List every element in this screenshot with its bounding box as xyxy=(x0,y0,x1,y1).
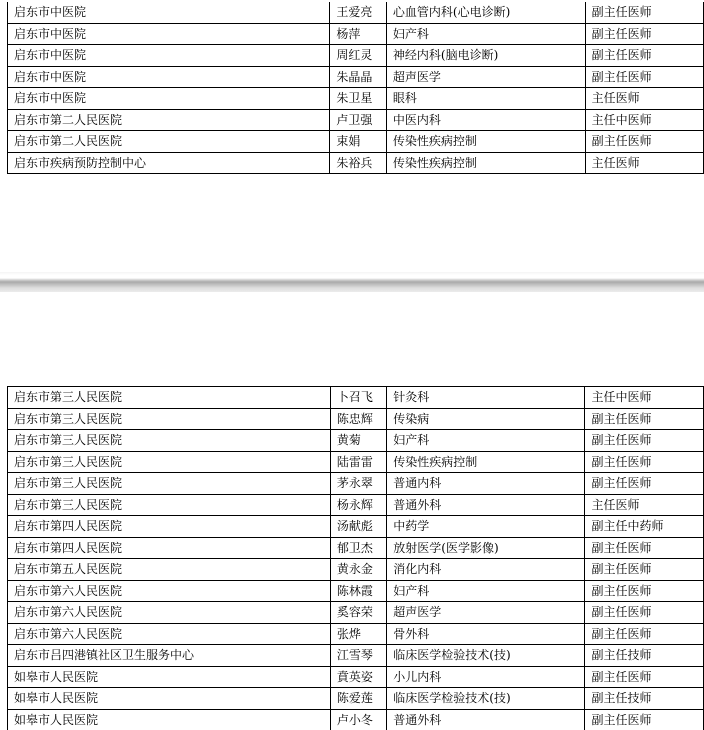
title-cell: 主任中医师 xyxy=(585,109,703,131)
title-cell: 副主任技师 xyxy=(585,645,704,667)
department-cell: 神经内科(脑电诊断) xyxy=(386,45,585,67)
department-cell: 小儿内科 xyxy=(387,666,585,688)
table-row xyxy=(8,688,704,710)
name-cell: 朱卫星 xyxy=(330,88,387,110)
table-row xyxy=(8,2,704,23)
table-row xyxy=(8,602,704,624)
department-cell: 妇产科 xyxy=(386,23,585,45)
roster-table-body xyxy=(8,387,704,730)
page-break-divider xyxy=(0,272,704,292)
department-cell: 普通外科 xyxy=(387,494,585,516)
name-cell: 陈忠辉 xyxy=(330,408,386,430)
department-cell: 传染性疾病控制 xyxy=(386,152,585,174)
hospital-cell: 启东市第二人民医院 xyxy=(8,109,330,131)
title-cell: 副主任医师 xyxy=(585,602,704,624)
table-row xyxy=(8,494,704,516)
name-cell: 賁英姿 xyxy=(330,666,386,688)
table-row xyxy=(8,23,704,45)
department-cell: 消化内科 xyxy=(387,559,585,581)
name-cell: 朱晶晶 xyxy=(330,66,387,88)
name-cell: 茅永翠 xyxy=(330,473,386,495)
department-cell: 中药学 xyxy=(387,516,585,538)
table-row xyxy=(8,45,704,67)
name-cell: 周红灵 xyxy=(330,45,387,67)
title-cell: 副主任医师 xyxy=(585,45,703,67)
table-row xyxy=(8,666,704,688)
department-cell: 临床医学检验技术(技) xyxy=(387,645,585,667)
title-cell: 副主任医师 xyxy=(585,559,704,581)
department-cell: 传染性疾病控制 xyxy=(387,451,585,473)
table-row xyxy=(8,88,704,110)
table-row xyxy=(8,430,704,452)
title-cell: 副主任医师 xyxy=(585,430,704,452)
name-cell: 黄菊 xyxy=(330,430,386,452)
title-cell: 主任中医师 xyxy=(585,387,704,409)
table-row xyxy=(8,645,704,667)
name-cell: 陈爱莲 xyxy=(330,688,386,710)
name-cell: 汤献彪 xyxy=(330,516,386,538)
department-cell: 超声医学 xyxy=(387,602,585,624)
hospital-cell: 启东市第三人民医院 xyxy=(8,430,331,452)
hospital-cell: 启东市疾病预防控制中心 xyxy=(8,152,330,174)
table-row xyxy=(8,451,704,473)
table-row xyxy=(8,387,704,409)
roster-table-body xyxy=(8,2,704,174)
title-cell: 副主任医师 xyxy=(585,451,704,473)
table-row xyxy=(8,109,704,131)
hospital-cell: 启东市第三人民医院 xyxy=(8,473,331,495)
hospital-cell: 启东市第四人民医院 xyxy=(8,516,331,538)
table-row xyxy=(8,152,704,174)
title-cell: 主任医师 xyxy=(585,88,703,110)
title-cell: 副主任医师 xyxy=(585,131,703,153)
hospital-cell: 启东市第三人民医院 xyxy=(8,494,331,516)
hospital-cell: 如皋市人民医院 xyxy=(8,688,331,710)
table-row xyxy=(8,516,704,538)
hospital-cell: 启东市第三人民医院 xyxy=(8,408,331,430)
title-cell: 主任医师 xyxy=(585,152,703,174)
hospital-cell: 启东市第六人民医院 xyxy=(8,602,331,624)
name-cell: 朱裕兵 xyxy=(330,152,387,174)
hospital-cell: 启东市中医院 xyxy=(8,45,330,67)
title-cell: 副主任医师 xyxy=(585,623,704,645)
department-cell: 妇产科 xyxy=(387,580,585,602)
title-cell: 副主任医师 xyxy=(585,709,704,730)
name-cell: 黄永金 xyxy=(330,559,386,581)
title-cell: 副主任医师 xyxy=(585,666,704,688)
roster-table-page-2 xyxy=(7,386,704,730)
title-cell: 副主任医师 xyxy=(585,580,704,602)
department-cell: 普通内科 xyxy=(387,473,585,495)
department-cell: 临床医学检验技术(技) xyxy=(387,688,585,710)
hospital-cell: 如皋市人民医院 xyxy=(8,666,331,688)
title-cell: 副主任医师 xyxy=(585,2,703,23)
department-cell: 骨外科 xyxy=(387,623,585,645)
hospital-cell: 启东市第三人民医院 xyxy=(8,387,331,409)
title-cell: 主任医师 xyxy=(585,494,704,516)
hospital-cell: 启东市第五人民医院 xyxy=(8,559,331,581)
hospital-cell: 启东市第六人民医院 xyxy=(8,623,331,645)
roster-table-page-1 xyxy=(7,2,704,174)
name-cell: 江雪琴 xyxy=(330,645,386,667)
name-cell: 张烨 xyxy=(330,623,386,645)
department-cell: 眼科 xyxy=(386,88,585,110)
name-cell: 郁卫杰 xyxy=(330,537,386,559)
department-cell: 中医内科 xyxy=(386,109,585,131)
table-row xyxy=(8,473,704,495)
hospital-cell: 启东市第二人民医院 xyxy=(8,131,330,153)
title-cell: 副主任技师 xyxy=(585,688,704,710)
name-cell: 卢小冬 xyxy=(330,709,386,730)
name-cell: 杨永辉 xyxy=(330,494,386,516)
title-cell: 副主任医师 xyxy=(585,408,704,430)
page-1-section xyxy=(0,0,704,272)
department-cell: 传染病 xyxy=(387,408,585,430)
department-cell: 普通外科 xyxy=(387,709,585,730)
name-cell: 王爱亮 xyxy=(330,2,387,23)
title-cell: 副主任医师 xyxy=(585,66,703,88)
department-cell: 放射医学(医学影像) xyxy=(387,537,585,559)
name-cell: 陈林霞 xyxy=(330,580,386,602)
hospital-cell: 启东市第四人民医院 xyxy=(8,537,331,559)
hospital-cell: 启东市中医院 xyxy=(8,88,330,110)
table-row xyxy=(8,408,704,430)
table-row xyxy=(8,559,704,581)
hospital-cell: 启东市中医院 xyxy=(8,2,330,23)
table-row xyxy=(8,537,704,559)
name-cell: 杨萍 xyxy=(330,23,387,45)
table-row xyxy=(8,66,704,88)
hospital-cell: 启东市中医院 xyxy=(8,66,330,88)
table-row xyxy=(8,131,704,153)
name-cell: 陆雷雷 xyxy=(330,451,386,473)
hospital-cell: 启东市第三人民医院 xyxy=(8,451,331,473)
name-cell: 卜召飞 xyxy=(330,387,386,409)
hospital-cell: 启东市中医院 xyxy=(8,23,330,45)
name-cell: 奚容荣 xyxy=(330,602,386,624)
table-row xyxy=(8,580,704,602)
department-cell: 针灸科 xyxy=(387,387,585,409)
table-row xyxy=(8,623,704,645)
title-cell: 副主任中药师 xyxy=(585,516,704,538)
hospital-cell: 如皋市人民医院 xyxy=(8,709,331,730)
hospital-cell: 启东市第六人民医院 xyxy=(8,580,331,602)
department-cell: 传染性疾病控制 xyxy=(386,131,585,153)
name-cell: 束娟 xyxy=(330,131,387,153)
title-cell: 副主任医师 xyxy=(585,537,704,559)
department-cell: 妇产科 xyxy=(387,430,585,452)
title-cell: 副主任医师 xyxy=(585,473,704,495)
department-cell: 心血管内科(心电诊断) xyxy=(386,2,585,23)
name-cell: 卢卫强 xyxy=(330,109,387,131)
hospital-cell: 启东市吕四港镇社区卫生服务中心 xyxy=(8,645,331,667)
title-cell: 副主任医师 xyxy=(585,23,703,45)
department-cell: 超声医学 xyxy=(386,66,585,88)
